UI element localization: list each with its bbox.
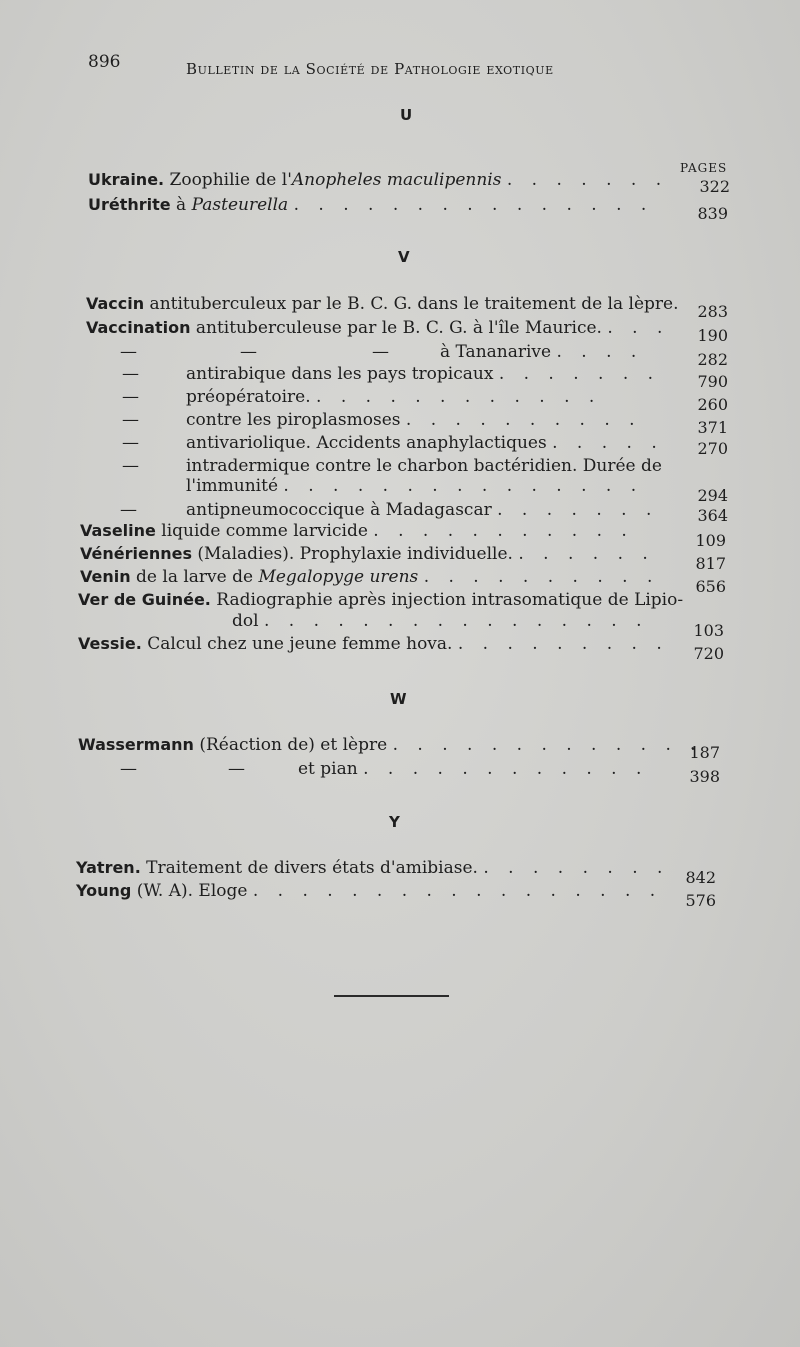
- end-rule: [334, 995, 449, 997]
- index-entry: [0, 193, 800, 223]
- page-ref: 103: [693, 621, 724, 640]
- entry-text: antituberculeuse par le B. C. G. à l'île Maurice.: [190, 318, 602, 338]
- entry-text: à: [170, 195, 192, 215]
- ditto-dash: —: [228, 759, 245, 779]
- entry-text: antivariolique. Accidents anaphylactiques: [186, 433, 547, 453]
- entry-text: de la larve de: [130, 567, 259, 587]
- index-entry: [0, 879, 800, 910]
- dot-leader: . . . . . . . . . . . . . . . .: [263, 611, 649, 631]
- page-ref: 656: [695, 577, 726, 596]
- entry-text: (W. A). Eloge: [131, 881, 248, 901]
- ditto-dash: —: [122, 410, 139, 430]
- entry-text: préopératoire.: [186, 387, 311, 407]
- page-ref: 842: [685, 868, 716, 887]
- page-ref: 576: [685, 891, 716, 910]
- dot-leader: . . . . .: [552, 433, 664, 453]
- page-ref: 790: [697, 372, 728, 391]
- dot-leader: . . . . . . . . . .: [405, 410, 642, 430]
- ditto-dash: —: [122, 387, 139, 407]
- entry-keyword: Young: [76, 881, 132, 900]
- index-entry: [0, 856, 800, 887]
- page-ref: 270: [697, 439, 728, 458]
- page-ref: 839: [697, 204, 728, 223]
- ditto-dash: —: [120, 500, 137, 520]
- index-entry-continued: [0, 474, 800, 505]
- entry-text: antipneumococcique à Madagascar: [186, 500, 492, 520]
- ditto-dash: —: [122, 364, 139, 384]
- page-ref: 109: [695, 531, 726, 550]
- index-entry: [0, 168, 800, 196]
- entry-text: contre les piroplasmoses: [186, 410, 401, 430]
- ditto-dash: —: [372, 342, 389, 362]
- section-letter-u: U: [400, 106, 413, 124]
- entry-text: dol: [232, 611, 259, 631]
- dot-leader: . . . . . .: [518, 544, 655, 564]
- entry-keyword: Wassermann: [78, 735, 194, 754]
- ditto-dash: —: [120, 759, 137, 779]
- entry-text: à Tananarive: [440, 342, 552, 362]
- entry-text: l'immunité: [186, 476, 279, 496]
- ditto-dash: —: [240, 342, 257, 362]
- index-entry: [0, 292, 800, 321]
- section-letter-y: Y: [389, 813, 400, 831]
- page-ref: 260: [697, 395, 728, 414]
- index-entry: [0, 565, 800, 596]
- dot-leader: . . . . . . . . . . . . . . .: [283, 476, 644, 496]
- entry-italic: Megalopyge urens: [258, 567, 419, 587]
- dot-leader: . . . . . . . . . . . . .: [392, 735, 703, 755]
- entry-keyword: Ver de Guinée.: [78, 590, 211, 609]
- index-entry: [0, 632, 800, 663]
- entry-keyword: Venin: [80, 567, 131, 586]
- entry-keyword: Vaccination: [86, 318, 191, 337]
- page-ref: 190: [697, 326, 728, 345]
- page-ref: 322: [699, 177, 730, 196]
- index-entry: [0, 408, 800, 437]
- index-entry: [0, 733, 800, 762]
- dot-leader: . . . . . . .: [497, 500, 659, 520]
- entry-keyword: Vessie.: [78, 634, 142, 653]
- entry-text: (Maladies). Prophylaxie individuelle.: [191, 544, 513, 564]
- index-entry: [0, 519, 800, 550]
- entry-keyword: Ukraine.: [88, 170, 165, 189]
- page-ref: 283: [697, 302, 728, 321]
- index-entry: [0, 340, 800, 369]
- entry-text: et pian: [298, 759, 358, 779]
- dot-leader: . . . . . . . . . .: [423, 567, 660, 587]
- dot-leader: . . . . . . . . . . . .: [363, 759, 649, 779]
- index-entry: [0, 385, 800, 414]
- entry-text: intradermique contre le charbon bactéridien. Durée de: [186, 456, 662, 476]
- page-ref: 817: [695, 554, 726, 573]
- entry-keyword: Vaseline: [80, 521, 156, 540]
- page-ref: 187: [689, 743, 720, 762]
- index-entry: [0, 542, 800, 573]
- dot-leader: . . . . . . . . . . . . . . .: [293, 195, 654, 215]
- index-entry: [0, 757, 800, 786]
- dot-leader: . . . .: [556, 342, 644, 362]
- entry-text: Traitement de divers états d'amibiase.: [140, 858, 478, 878]
- dot-leader: . . . . . . .: [506, 170, 669, 190]
- entry-text: Zoophilie de l': [164, 170, 292, 190]
- ditto-dash: —: [122, 456, 139, 476]
- dot-leader: . . . . . . . .: [483, 858, 670, 878]
- entry-text: antirabique dans les pays tropicaux: [186, 364, 494, 384]
- entry-text: (Réaction de) et lèpre: [193, 735, 388, 755]
- index-entry: [0, 431, 800, 458]
- dot-leader: . . . . . . . . . . .: [373, 521, 634, 541]
- entry-keyword: Uréthrite: [88, 195, 171, 214]
- dot-leader: . . . . . . . . . . . .: [316, 387, 602, 407]
- page-ref: 720: [693, 644, 724, 663]
- page-ref: 371: [697, 418, 728, 437]
- entry-keyword: Yatren.: [76, 858, 141, 877]
- index-entry: [0, 316, 800, 345]
- page-number: 896: [88, 52, 121, 72]
- pages-column-label: PAGES: [680, 161, 728, 175]
- index-entry-continued: [0, 609, 800, 640]
- entry-text: Radiographie après injection intrasomatique de Lipio-: [210, 590, 684, 610]
- dot-leader: . . .: [607, 318, 670, 338]
- entry-text: antituberculeux par le B. C. G. dans le traitement de la lèpre.: [144, 294, 679, 314]
- page-ref: 282: [697, 350, 728, 369]
- page-ref: 398: [689, 767, 720, 786]
- section-letter-v: V: [398, 248, 410, 266]
- page-ref: 364: [697, 506, 728, 525]
- dot-leader: . . . . . . . . .: [457, 634, 669, 654]
- dot-leader: . . . . . . .: [498, 364, 661, 384]
- index-entry: [0, 362, 800, 391]
- section-letter-w: W: [390, 690, 407, 708]
- entry-keyword: Vénériennes: [80, 544, 192, 563]
- entry-italic: Anopheles maculipennis: [291, 170, 502, 190]
- entry-text: Calcul chez une jeune femme hova.: [141, 634, 453, 654]
- ditto-dash: —: [120, 342, 137, 362]
- entry-text: liquide comme larvicide: [155, 521, 368, 541]
- running-title: Bulletin de la Société de Pathologie exotique: [186, 60, 554, 78]
- entry-keyword: Vaccin: [86, 294, 145, 313]
- page-ref: 294: [697, 486, 728, 505]
- dot-leader: . . . . . . . . . . . . . . . . .: [252, 881, 663, 901]
- ditto-dash: —: [122, 433, 139, 453]
- entry-italic: Pasteurella: [191, 195, 289, 215]
